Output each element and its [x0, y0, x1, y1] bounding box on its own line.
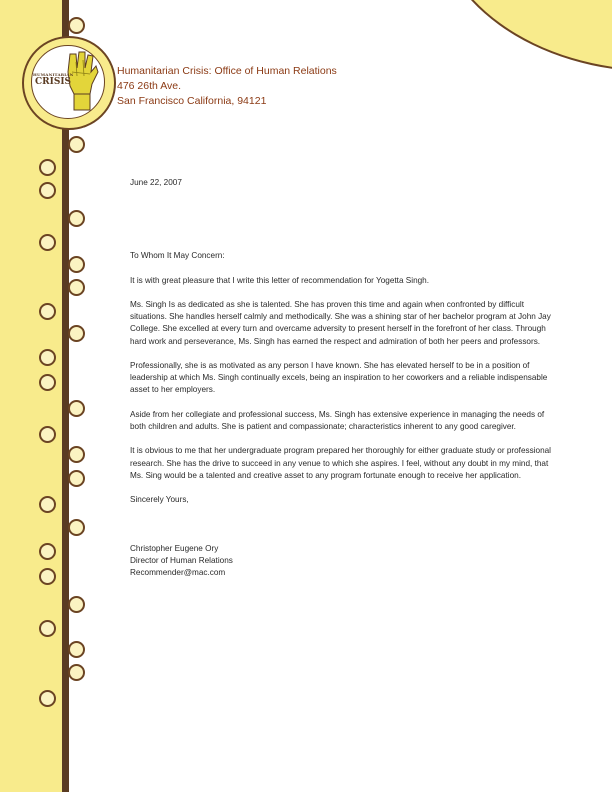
- letterhead: [117, 64, 337, 109]
- signer-email: Recommender@mac.com: [130, 568, 226, 578]
- paragraph: Aside from her collegiate and professional success, Ms. Singh has extensive experience in managing the needs of both children and adults. She is patient and compassionate; characteristics inherent to any good caregiver.: [130, 409, 545, 431]
- binding-ring: [68, 136, 85, 153]
- logo-text-top: HUMANITARIAN: [33, 72, 74, 77]
- binding-ring: [68, 400, 85, 417]
- binding-ring: [39, 620, 56, 637]
- binding-ring: [39, 234, 56, 251]
- paragraph: It is obvious to me that her undergraduate program prepared her thoroughly for either graduate study or professional research. She has the drive to succeed in any venue to which she aspires. I feel, without any doubt in my mind, that Ms. Sing would be a talented and creative asset to any program fortunate enough to receive her application.: [130, 446, 551, 480]
- binding-ring: [68, 596, 85, 613]
- letter-date: June 22, 2007: [130, 178, 182, 187]
- closing: Sincerely Yours,: [130, 495, 189, 505]
- binding-ring: [68, 664, 85, 681]
- binding-ring: [39, 496, 56, 513]
- binding-ring: [39, 426, 56, 443]
- binding-ring: [68, 641, 85, 658]
- binding-ring: [39, 568, 56, 585]
- binding-ring: [68, 17, 85, 34]
- salutation: To Whom It May Concern:: [130, 251, 225, 261]
- binding-ring: [39, 543, 56, 560]
- binding-ring: [68, 470, 85, 487]
- logo-text-main: CRISIS: [34, 77, 72, 87]
- binding-ring: [39, 182, 56, 199]
- binding-ring: [39, 159, 56, 176]
- binding-ring: [68, 279, 85, 296]
- binding-ring: [39, 303, 56, 320]
- corner-decoration: [434, 0, 612, 72]
- signature-block: [130, 543, 560, 580]
- paragraph: It is with great pleasure that I write this letter of recommendation for Yogetta Singh.: [130, 275, 430, 285]
- binding-ring: [39, 374, 56, 391]
- org-street: 476 26th Ave.: [117, 80, 182, 92]
- org-name: Humanitarian Crisis: Office of Human Relations: [117, 65, 337, 77]
- binding-ring: [39, 349, 56, 366]
- binding-ring: [68, 210, 85, 227]
- signer-name: Christopher Eugene Ory: [130, 543, 219, 553]
- binding-ring: [39, 690, 56, 707]
- binding-ring: [68, 256, 85, 273]
- binding-ring: [68, 325, 85, 342]
- binding-ring: [68, 519, 85, 536]
- paragraph: Ms. Singh Is as dedicated as she is talented. She has proven this time and again when confronted by difficult situations. She handles herself calmly and methodically. She was a shining star of her bachelor program at John Jay College. She excelled at every turn and overcame adversity to present herself in the forefront of her class. Through hard work and perseverance, Ms. Singh has earned the respect and admiration of both her peers and professors.: [130, 299, 551, 346]
- letter-body: [130, 177, 560, 580]
- signer-title: Director of Human Relations: [130, 556, 233, 566]
- binding-ring: [68, 446, 85, 463]
- org-city: San Francisco California, 94121: [117, 95, 267, 107]
- paragraph: Professionally, she is as motivated as any person I have known. She has elevated herself to be in a position of leadership at which Ms. Singh continually excels, being an inspiration to her coworkers and a reliable indispensable asset to her employers.: [130, 360, 548, 395]
